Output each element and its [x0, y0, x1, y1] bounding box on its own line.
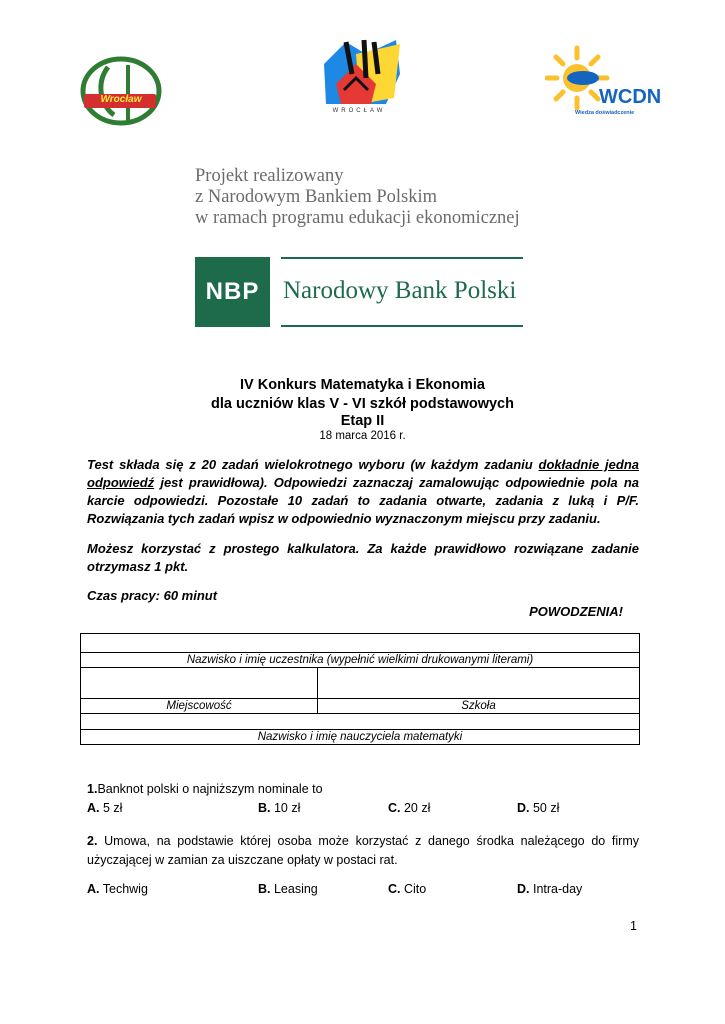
option-letter: A.	[87, 882, 100, 896]
project-line-3: w ramach programu edukacji ekonomicznej	[195, 208, 520, 228]
project-description	[195, 166, 555, 229]
question-2-option-a[interactable]	[87, 882, 148, 896]
project-line-2: z Narodowym Bankiem Polskim	[195, 187, 438, 207]
option-text: 5 zł	[99, 801, 123, 815]
school-label: Szkoła	[318, 699, 640, 714]
page-number: 1	[630, 919, 637, 933]
contest-stage: Etap II	[340, 413, 385, 429]
option-letter: D.	[517, 882, 530, 896]
city-field[interactable]	[81, 668, 318, 699]
teacher-name-label: Nazwisko i imię nauczyciela matematyki	[81, 730, 640, 745]
wcdn-logo-subtext: Wiedza doświadczenie	[575, 110, 635, 116]
question-1-option-b[interactable]	[258, 801, 300, 815]
wroclaw-logo-text: Wrocław	[100, 94, 142, 105]
nbp-logo-box: NBP	[195, 257, 270, 327]
question-1-option-d[interactable]	[517, 801, 559, 815]
nbp-logo	[195, 257, 525, 329]
question-2-option-c[interactable]	[388, 882, 426, 896]
option-letter: B.	[258, 882, 271, 896]
student-name-label: Nazwisko i imię uczestnika (wypełnić wielkimi drukowanymi literami)	[81, 653, 640, 668]
option-letter: D.	[517, 801, 530, 815]
instructions-p1-underlined: dokładnie jedna odpowiedź	[87, 457, 639, 490]
question-1-option-c[interactable]	[388, 801, 430, 815]
option-letter: C.	[388, 882, 401, 896]
question-1-text: Banknot polski o najniższym nominale to	[97, 782, 323, 796]
question-2-number: 2.	[87, 834, 98, 848]
question-2-option-b[interactable]	[258, 882, 318, 896]
teacher-name-field[interactable]	[81, 714, 640, 730]
contest-title: IV Konkurs Matematyka i Ekonomia	[240, 377, 485, 393]
nbp-name: Narodowy Bank Polski	[283, 277, 517, 304]
option-text: 50 zł	[529, 801, 560, 815]
option-text: 20 zł	[400, 801, 431, 815]
question-2-option-d[interactable]	[517, 882, 582, 896]
instructions-p1-a: Test składa się z 20 zadań wielokrotnego wyboru (w każdym zadaniu	[87, 457, 539, 472]
option-text: Cito	[400, 882, 427, 896]
contest-subtitle: dla uczniów klas V - VI szkół podstawowych	[211, 396, 514, 412]
question-2	[87, 832, 639, 870]
option-letter: A.	[87, 801, 100, 815]
instructions-p1-b: jest prawidłowa). Odpowiedzi zaznaczaj zamalowując odpowiednie pola na karcie odpowiedzi. Pozostałe 10 zadań to zadania otwarte, zadania z luką i P/F. Rozwiązania tych zadań wpisz w odpowiednio wyznaczonym miejscu przy zadaniu.	[87, 475, 639, 526]
option-letter: C.	[388, 801, 401, 815]
work-time: Czas pracy: 60 minut	[87, 588, 218, 603]
school-field[interactable]	[318, 668, 640, 699]
question-2-text: Umowa, na podstawie której osoba może korzystać z danego środka należącego do firmy użyczającej w zamian za uiszczane opłaty w postaci rat.	[87, 834, 639, 867]
nbp-bottom-rule	[281, 325, 523, 327]
instructions-paragraph-1	[87, 456, 639, 528]
student-name-field[interactable]	[81, 634, 640, 653]
project-line-1: Projekt realizowany	[195, 166, 344, 186]
center-logo-caption: WROCŁAW	[332, 108, 386, 114]
option-text: 10 zł	[270, 801, 301, 815]
question-1-number: 1.	[87, 782, 98, 796]
question-1	[87, 780, 639, 799]
option-text: Intra-day	[529, 882, 583, 896]
nbp-top-rule	[281, 257, 523, 259]
contest-date: 18 marca 2016 r.	[319, 430, 406, 442]
center-logo	[316, 34, 402, 120]
wroclaw-logo	[78, 55, 164, 127]
option-text: Techwig	[99, 882, 148, 896]
wcdn-logo-text: WCDN	[599, 86, 662, 108]
good-luck: POWODZENIA!	[529, 604, 623, 619]
participant-form	[80, 633, 640, 745]
option-text: Leasing	[270, 882, 318, 896]
city-label: Miejscowość	[81, 699, 318, 714]
wcdn-logo	[545, 44, 663, 120]
instructions-paragraph-2: Możesz korzystać z prostego kalkulatora. Za każde prawidłowo rozwiązane zadanie otrzymasz 1 pkt.	[87, 541, 639, 574]
option-letter: B.	[258, 801, 271, 815]
question-1-option-a[interactable]	[87, 801, 122, 815]
